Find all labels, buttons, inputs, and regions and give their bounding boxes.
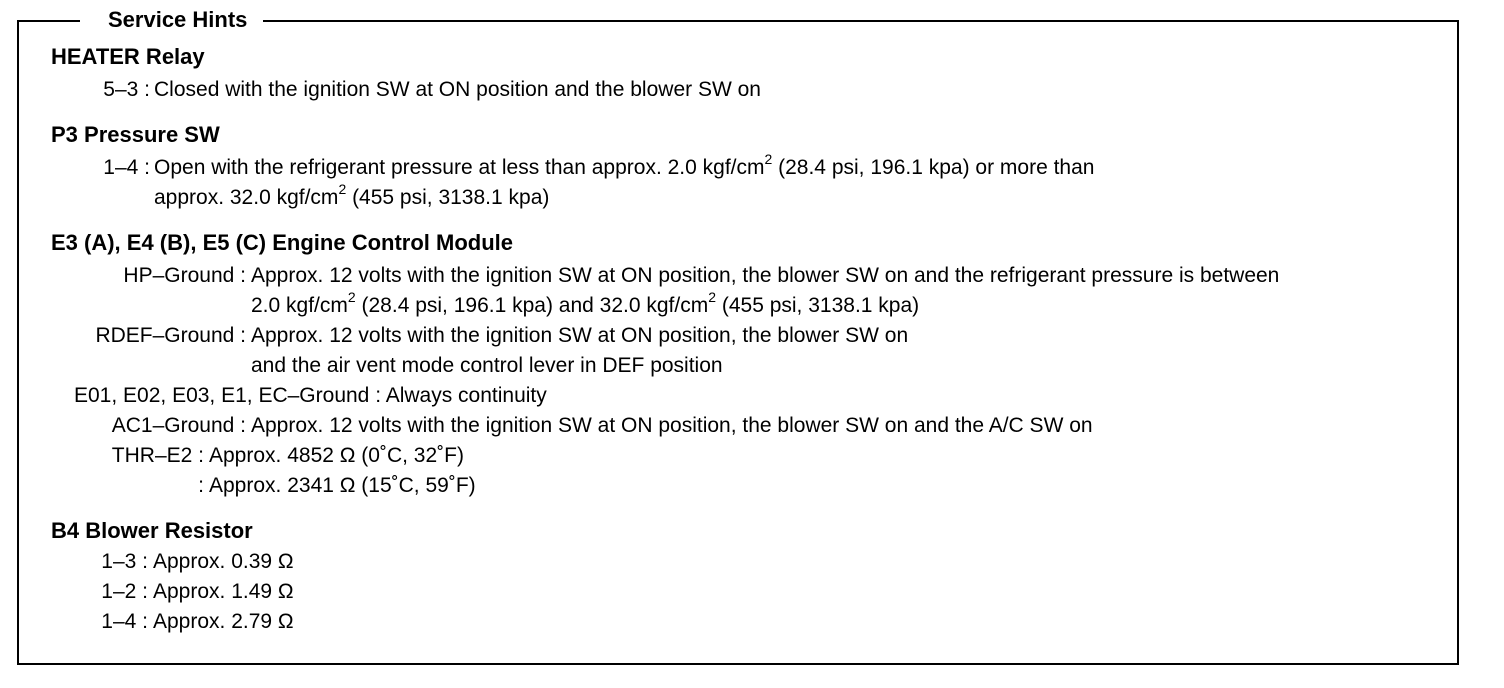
ecm-rdef-ground-label: RDEF–Ground : [95, 324, 246, 347]
blower-resistor-value-1-4: Approx. 2.79 Ω [153, 610, 294, 633]
ecm-thr-e2-value-0c: Approx. 4852 Ω (0˚C, 32˚F) [209, 444, 464, 467]
ecm-rdef-ground-text-cont: and the air vent mode control lever in DEF position [251, 354, 723, 377]
blower-resistor-heading: B4 Blower Resistor [51, 518, 253, 543]
ecm-hp-ground-label: HP–Ground : [123, 264, 246, 287]
service-hints-title: Service Hints [80, 6, 263, 34]
blower-resistor-terminal-1-4: 1–4 : [101, 610, 148, 633]
ecm-hp-ground-text-cont: 2.0 kgf/$cm^2$ (28.4 psi, 196.1 kpa) and 32.0 kgf/$cm^2$ (455 psi, 3138.1 kpa) [251, 289, 920, 317]
heater-relay-heading: HEATER Relay [51, 44, 205, 69]
ecm-rdef-ground-text: Approx. 12 volts with the ignition SW at ON position, the blower SW on [251, 324, 909, 347]
ecm-ac1-ground-label: AC1–Ground : [111, 414, 246, 437]
blower-resistor-value-1-3: Approx. 0.39 Ω [153, 550, 294, 573]
blower-resistor-terminal-1-3: 1–3 : [101, 550, 148, 573]
ecm-thr-e2-label-2: : [198, 474, 204, 497]
blower-resistor-value-1-2: Approx. 1.49 Ω [153, 580, 294, 603]
ecm-heading: E3 (A), E4 (B), E5 (C) Engine Control Module [51, 230, 513, 255]
heater-relay-terminal: 5–3 : [103, 78, 150, 101]
blower-resistor-terminal-1-2: 1–2 : [101, 580, 148, 603]
pressure-sw-heading: P3 Pressure SW [51, 122, 220, 147]
heater-relay-condition: Closed with the ignition SW at ON position and the blower SW on [154, 78, 761, 101]
ecm-ground-continuity: E01, E02, E03, E1, EC–Ground : Always continuity [74, 384, 547, 407]
ecm-hp-ground-text: Approx. 12 volts with the ignition SW at ON position, the blower SW on and the refrigerant pressure is between [251, 264, 1280, 287]
ecm-ac1-ground-text: Approx. 12 volts with the ignition SW at ON position, the blower SW on and the A/C SW on [251, 414, 1093, 437]
ecm-thr-e2-label: THR–E2 : [111, 444, 204, 467]
ecm-thr-e2-value-15c: Approx. 2341 Ω (15˚C, 59˚F) [209, 474, 476, 497]
pressure-sw-condition-line1: Open with the refrigerant pressure at less than approx. 2.0 kgf/$cm^2$ (28.4 psi, 196.1 kpa) or more than [154, 151, 1095, 179]
pressure-sw-condition-line2: approx. 32.0 kgf/$cm^2$ (455 psi, 3138.1 kpa) [154, 181, 550, 209]
pressure-sw-terminal: 1–4 : [103, 156, 150, 179]
